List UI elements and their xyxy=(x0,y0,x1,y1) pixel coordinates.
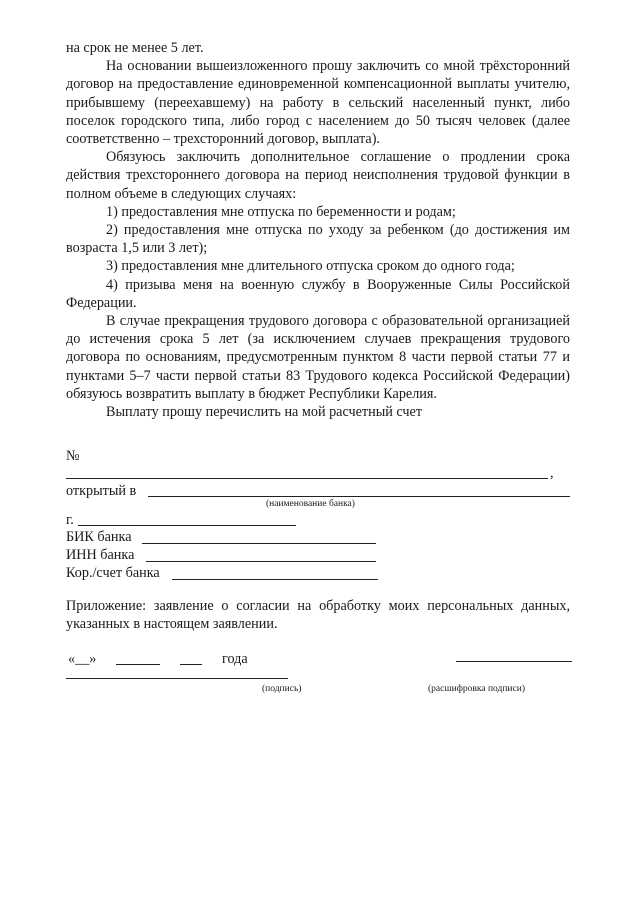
date-year-field[interactable] xyxy=(180,664,202,665)
opened-in-label: открытый в xyxy=(66,483,137,499)
date-day: «__» xyxy=(68,651,97,667)
list-item: 2) предоставления мне отпуска по уходу за ребенком (до достижения им возраста 1,5 или 3 лет); xyxy=(66,222,570,257)
corr-account-field[interactable] xyxy=(172,579,378,580)
city-label: г. xyxy=(66,512,74,528)
bank-name-field[interactable] xyxy=(148,496,570,497)
paragraph-term: на срок не менее 5 лет. xyxy=(66,40,204,56)
paragraph-request: На основании вышеизложенного прошу заключить со мной трёхсторонний договор на предоставление единовременной компенсационной выплаты учителю, прибывшему (переехавшему) на работу в сельский населенный пункт, либо поселок городского типа, либо город с населением до 50 тысяч человек (далее соответственно – трехсторонний договор, выплата). xyxy=(66,58,570,148)
bik-label: БИК банка xyxy=(66,529,132,545)
account-comma: , xyxy=(550,465,554,481)
attachment-text: Приложение: заявление о согласии на обработку моих персональных данных, указанных в настоящем заявлении. xyxy=(66,598,570,633)
application-body xyxy=(66,39,570,421)
inn-label: ИНН банка xyxy=(66,547,135,563)
paragraph-refund: В случае прекращения трудового договора с образовательной организацией до истечения срока 5 лет (за исключением случаев прекращения трудового договора по основаниям, предусмотренным пунктом 8 части первой статьи 77 и пунктами 5–7 части первой статьи 83 Трудового кодекса Российской Федерации) обязуюсь возвратить выплату в бюджет Республики Карелия. xyxy=(66,313,570,402)
city-field[interactable] xyxy=(78,525,296,526)
paragraph-obligation: Обязуюсь заключить дополнительное соглашение о продлении срока действия трехстороннего договора на период неисполнения трудовой функции в полном объеме в следующих случаях: xyxy=(66,149,570,202)
account-number-label: № xyxy=(66,448,80,464)
corr-account-label: Кор./счет банка xyxy=(66,565,160,581)
list-item: 4) призыва меня на военную службу в Вооруженные Силы Российской Федерации. xyxy=(66,276,570,311)
account-number-field[interactable] xyxy=(66,478,548,479)
bank-name-caption: (наименование банка) xyxy=(266,499,355,509)
bik-field[interactable] xyxy=(142,543,376,544)
list-item: 1) предоставления мне отпуска по беременности и родам; xyxy=(106,203,456,220)
date-month-field[interactable] xyxy=(116,664,160,665)
decode-caption: (расшифровка подписи) xyxy=(428,684,525,694)
paragraph-transfer: Выплату прошу перечислить на мой расчетный счет xyxy=(106,404,423,421)
list-item: 3) предоставления мне длительного отпуска сроком до одного года; xyxy=(106,258,515,275)
inn-field[interactable] xyxy=(146,561,376,562)
signature-decode-field[interactable] xyxy=(456,661,572,662)
year-word: года xyxy=(222,651,248,667)
signature-caption: (подпись) xyxy=(262,684,302,694)
signature-field[interactable] xyxy=(66,678,288,679)
attachment-block xyxy=(66,597,570,633)
